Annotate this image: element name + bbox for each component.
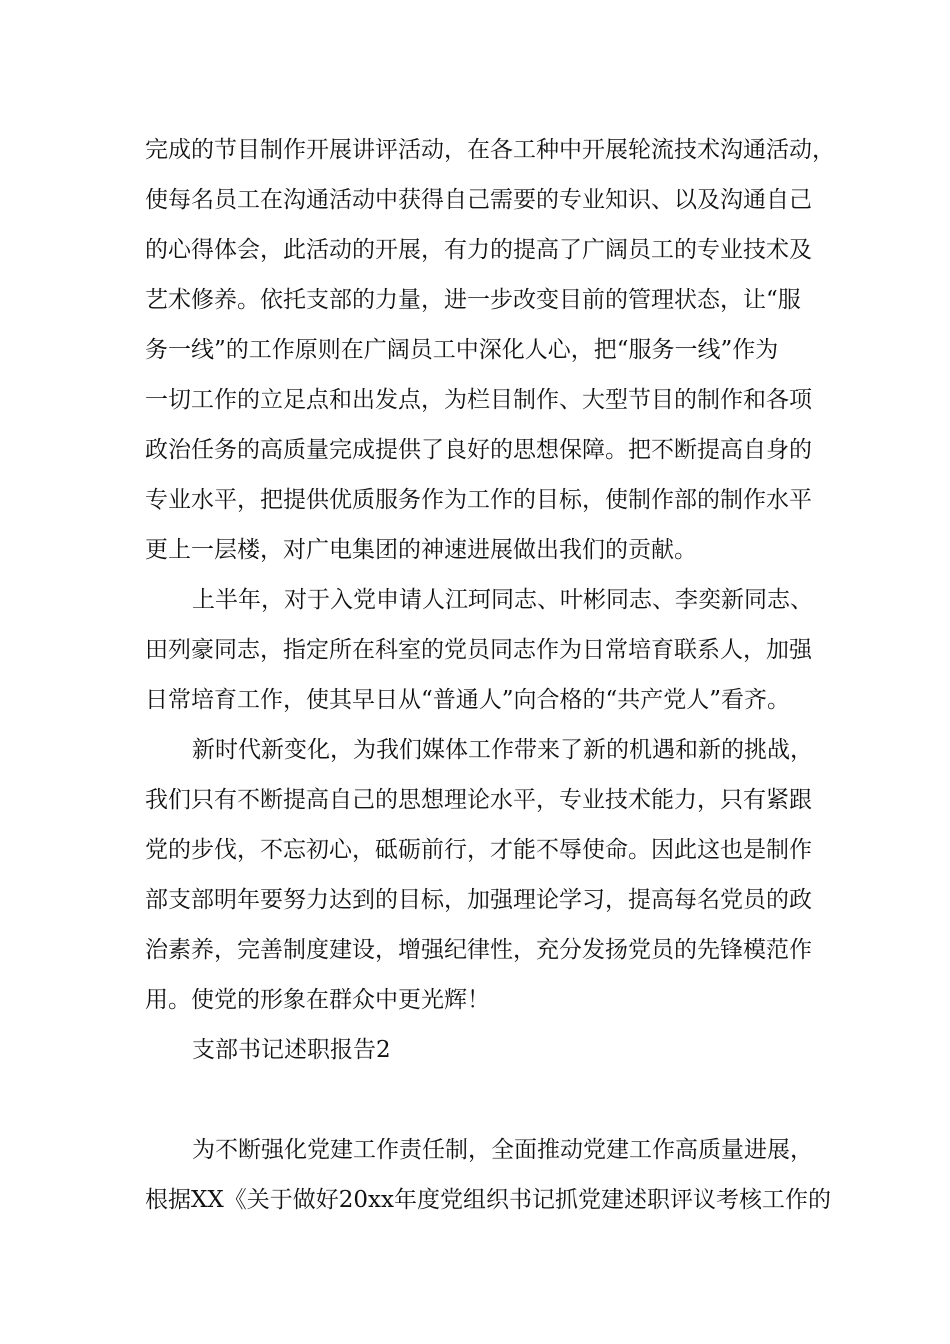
paragraph-line: 为不断强化党建工作责任制，全面推动党建工作高质量进展， bbox=[192, 1137, 813, 1163]
section-title: 支部书记述职报告2 bbox=[192, 1037, 391, 1063]
paragraph-line: 专业水平，把提供优质服务作为工作的目标，使制作部的制作水平 bbox=[145, 487, 812, 513]
paragraph-line: 完成的节目制作开展讲评活动，在各工种中开展轮流技术沟通活动， bbox=[145, 137, 835, 163]
paragraph-line: 我们只有不断提高自己的思想理论水平，专业技术能力，只有紧跟 bbox=[145, 787, 812, 813]
paragraph-line: 田列豪同志，指定所在科室的党员同志作为日常培育联系人，加强 bbox=[145, 637, 812, 663]
paragraph-line: 上半年，对于入党申请人江珂同志、叶彬同志、李奕新同志、 bbox=[192, 587, 813, 613]
paragraph-line: 使每名员工在沟通活动中获得自己需要的专业知识、以及沟通自己 bbox=[145, 187, 812, 213]
paragraph-line: 根据XX《关于做好20xx年度党组织书记抓党建述职评议考核工作的 bbox=[145, 1187, 831, 1213]
paragraph-line: 一切工作的立足点和出发点，为栏目制作、大型节目的制作和各项 bbox=[145, 387, 812, 413]
paragraph-line: 务一线”的工作原则在广阔员工中深化人心，把“服务一线”作为 bbox=[145, 337, 779, 363]
paragraph-line: 用。使党的形象在群众中更光辉！ bbox=[145, 987, 490, 1013]
paragraph-line: 更上一层楼，对广电集团的神速进展做出我们的贡献。 bbox=[145, 537, 697, 563]
paragraph-line: 艺术修养。依托支部的力量，进一步改变目前的管理状态，让“服 bbox=[145, 287, 801, 313]
paragraph-line: 日常培育工作，使其早日从“普通人”向合格的“共产党人”看齐。 bbox=[145, 687, 791, 713]
paragraph-line: 党的步伐，不忘初心，砥砺前行，才能不辱使命。因此这也是制作 bbox=[145, 837, 812, 863]
paragraph-line: 政治任务的高质量完成提供了良好的思想保障。把不断提高自身的 bbox=[145, 437, 812, 463]
paragraph-line: 的心得体会，此活动的开展，有力的提高了广阔员工的专业技术及 bbox=[145, 237, 812, 263]
paragraph-line: 部支部明年要努力达到的目标，加强理论学习，提高每名党员的政 bbox=[145, 887, 812, 913]
paragraph-line: 治素养，完善制度建设，增强纪律性，充分发扬党员的先锋模范作 bbox=[145, 937, 812, 963]
paragraph-line: 新时代新变化，为我们媒体工作带来了新的机遇和新的挑战， bbox=[192, 737, 813, 763]
